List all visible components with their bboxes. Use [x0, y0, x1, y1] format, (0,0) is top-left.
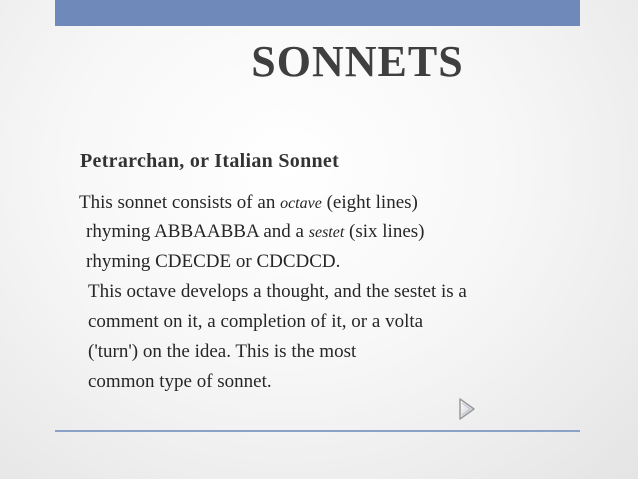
top-accent-bar [55, 0, 580, 26]
body-line-5: comment on it, a completion of it, or a volta [88, 311, 424, 332]
body-line-6: ('turn') on the idea. This is the most [88, 341, 357, 362]
slide-title: SONNETS [251, 37, 464, 86]
body-line-2: rhyming ABBAABBA and a sestet (six lines) [86, 221, 425, 242]
body-line-3: rhyming CDECDE or CDCDCD. [86, 251, 341, 272]
body-line-7: common type of sonnet. [88, 371, 272, 392]
next-slide-button[interactable] [456, 396, 478, 422]
slide-subtitle: Petrarchan, or Italian Sonnet [80, 150, 340, 172]
bottom-divider [55, 430, 580, 432]
body-line-4: This octave develops a thought, and the sestet is a [88, 281, 467, 302]
body-line-1: This sonnet consists of an octave (eight lines) [79, 192, 418, 213]
chevron-right-icon [456, 396, 478, 422]
